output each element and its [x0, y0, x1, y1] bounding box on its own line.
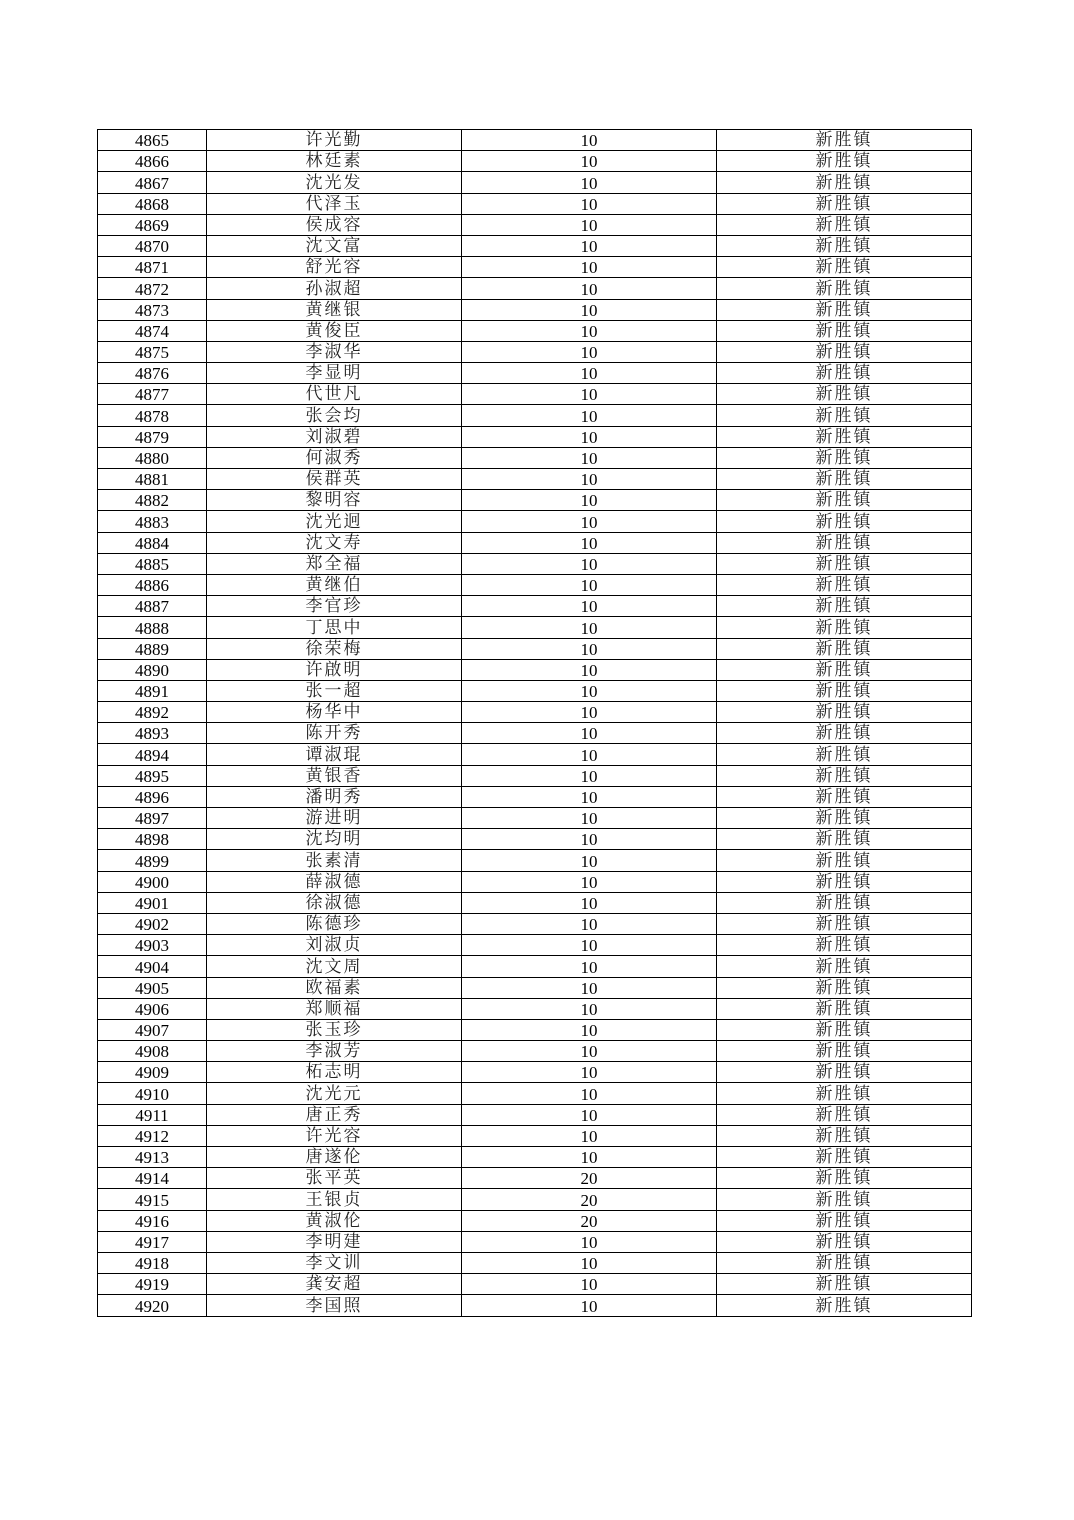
table-row [98, 1041, 972, 1062]
cell-id: 4916 [98, 1210, 207, 1231]
cell-town: 新胜镇 [717, 553, 972, 574]
cell-amount: 10 [462, 786, 717, 807]
cell-town: 新胜镇 [717, 702, 972, 723]
cell-amount: 10 [462, 130, 717, 151]
cell-town: 新胜镇 [717, 299, 972, 320]
table-row [98, 850, 972, 871]
table-row [98, 723, 972, 744]
cell-town: 新胜镇 [717, 1231, 972, 1252]
cell-amount: 10 [462, 659, 717, 680]
cell-amount: 10 [462, 765, 717, 786]
cell-amount: 10 [462, 977, 717, 998]
cell-name: 黄淑伦 [207, 1210, 462, 1231]
cell-id: 4899 [98, 850, 207, 871]
cell-name: 刘淑碧 [207, 426, 462, 447]
cell-amount: 20 [462, 1189, 717, 1210]
table-row [98, 193, 972, 214]
cell-amount: 10 [462, 1104, 717, 1125]
cell-amount: 10 [462, 617, 717, 638]
cell-town: 新胜镇 [717, 1019, 972, 1040]
cell-name: 潘明秀 [207, 786, 462, 807]
cell-town: 新胜镇 [717, 617, 972, 638]
cell-name: 徐荣梅 [207, 638, 462, 659]
table-row [98, 977, 972, 998]
cell-amount: 10 [462, 341, 717, 362]
cell-id: 4884 [98, 532, 207, 553]
cell-id: 4871 [98, 257, 207, 278]
cell-name: 李淑芳 [207, 1041, 462, 1062]
cell-id: 4879 [98, 426, 207, 447]
cell-town: 新胜镇 [717, 786, 972, 807]
cell-id: 4876 [98, 363, 207, 384]
cell-town: 新胜镇 [717, 638, 972, 659]
cell-name: 舒光容 [207, 257, 462, 278]
table-row [98, 341, 972, 362]
table-row [98, 744, 972, 765]
cell-name: 李显明 [207, 363, 462, 384]
cell-amount: 10 [462, 998, 717, 1019]
cell-name: 张素清 [207, 850, 462, 871]
cell-name: 黄银香 [207, 765, 462, 786]
table-row [98, 596, 972, 617]
cell-id: 4885 [98, 553, 207, 574]
cell-amount: 10 [462, 935, 717, 956]
cell-amount: 10 [462, 638, 717, 659]
cell-amount: 10 [462, 553, 717, 574]
cell-amount: 10 [462, 363, 717, 384]
cell-id: 4870 [98, 235, 207, 256]
table-row [98, 235, 972, 256]
cell-id: 4880 [98, 447, 207, 468]
table-row [98, 998, 972, 1019]
cell-town: 新胜镇 [717, 151, 972, 172]
cell-town: 新胜镇 [717, 1041, 972, 1062]
table-row [98, 384, 972, 405]
cell-id: 4895 [98, 765, 207, 786]
cell-amount: 10 [462, 1252, 717, 1273]
table-row [98, 1210, 972, 1231]
cell-town: 新胜镇 [717, 1252, 972, 1273]
cell-id: 4903 [98, 935, 207, 956]
cell-amount: 10 [462, 1083, 717, 1104]
cell-town: 新胜镇 [717, 405, 972, 426]
cell-id: 4904 [98, 956, 207, 977]
cell-name: 黄俊臣 [207, 320, 462, 341]
cell-town: 新胜镇 [717, 744, 972, 765]
table-row [98, 702, 972, 723]
table-row [98, 1083, 972, 1104]
cell-town: 新胜镇 [717, 214, 972, 235]
cell-town: 新胜镇 [717, 1062, 972, 1083]
table-row [98, 172, 972, 193]
cell-name: 代泽玉 [207, 193, 462, 214]
table-row [98, 1295, 972, 1316]
table-row [98, 1062, 972, 1083]
cell-id: 4878 [98, 405, 207, 426]
cell-id: 4917 [98, 1231, 207, 1252]
cell-town: 新胜镇 [717, 320, 972, 341]
cell-town: 新胜镇 [717, 235, 972, 256]
table-row [98, 151, 972, 172]
cell-amount: 10 [462, 257, 717, 278]
table-row [98, 1019, 972, 1040]
cell-id: 4914 [98, 1168, 207, 1189]
cell-name: 唐遂伦 [207, 1147, 462, 1168]
cell-id: 4889 [98, 638, 207, 659]
cell-amount: 20 [462, 1168, 717, 1189]
cell-town: 新胜镇 [717, 1295, 972, 1316]
cell-town: 新胜镇 [717, 871, 972, 892]
table-row [98, 935, 972, 956]
table-row [98, 257, 972, 278]
table-row [98, 765, 972, 786]
cell-name: 沈光发 [207, 172, 462, 193]
cell-name: 黄继伯 [207, 574, 462, 595]
cell-id: 4908 [98, 1041, 207, 1062]
cell-id: 4913 [98, 1147, 207, 1168]
cell-name: 李明建 [207, 1231, 462, 1252]
cell-name: 沈文寿 [207, 532, 462, 553]
cell-name: 林廷素 [207, 151, 462, 172]
cell-id: 4919 [98, 1274, 207, 1295]
cell-amount: 10 [462, 1019, 717, 1040]
cell-amount: 10 [462, 426, 717, 447]
cell-amount: 10 [462, 320, 717, 341]
cell-id: 4898 [98, 829, 207, 850]
cell-town: 新胜镇 [717, 341, 972, 362]
cell-name: 欧福素 [207, 977, 462, 998]
cell-town: 新胜镇 [717, 596, 972, 617]
cell-id: 4897 [98, 808, 207, 829]
cell-town: 新胜镇 [717, 829, 972, 850]
cell-town: 新胜镇 [717, 723, 972, 744]
table-row [98, 1104, 972, 1125]
cell-town: 新胜镇 [717, 490, 972, 511]
cell-id: 4865 [98, 130, 207, 151]
cell-id: 4887 [98, 596, 207, 617]
cell-name: 陈德珍 [207, 913, 462, 934]
cell-town: 新胜镇 [717, 1189, 972, 1210]
cell-amount: 10 [462, 235, 717, 256]
cell-town: 新胜镇 [717, 447, 972, 468]
table-row [98, 532, 972, 553]
cell-amount: 20 [462, 1210, 717, 1231]
cell-town: 新胜镇 [717, 1210, 972, 1231]
table-row [98, 447, 972, 468]
table-row [98, 892, 972, 913]
cell-amount: 10 [462, 151, 717, 172]
cell-id: 4888 [98, 617, 207, 638]
cell-name: 沈光迥 [207, 511, 462, 532]
cell-town: 新胜镇 [717, 574, 972, 595]
cell-name: 沈均明 [207, 829, 462, 850]
cell-name: 侯成容 [207, 214, 462, 235]
cell-amount: 10 [462, 744, 717, 765]
cell-town: 新胜镇 [717, 998, 972, 1019]
cell-amount: 10 [462, 299, 717, 320]
cell-town: 新胜镇 [717, 257, 972, 278]
cell-amount: 10 [462, 384, 717, 405]
cell-id: 4920 [98, 1295, 207, 1316]
cell-name: 李官珍 [207, 596, 462, 617]
cell-amount: 10 [462, 871, 717, 892]
cell-town: 新胜镇 [717, 384, 972, 405]
table-row [98, 278, 972, 299]
cell-name: 丁思中 [207, 617, 462, 638]
cell-town: 新胜镇 [717, 1125, 972, 1146]
cell-id: 4894 [98, 744, 207, 765]
table-row [98, 511, 972, 532]
roster-table-body [98, 130, 972, 1317]
cell-amount: 10 [462, 1147, 717, 1168]
cell-town: 新胜镇 [717, 765, 972, 786]
cell-amount: 10 [462, 469, 717, 490]
cell-name: 郑顺福 [207, 998, 462, 1019]
cell-town: 新胜镇 [717, 130, 972, 151]
cell-id: 4909 [98, 1062, 207, 1083]
table-row [98, 913, 972, 934]
cell-town: 新胜镇 [717, 850, 972, 871]
cell-name: 李淑华 [207, 341, 462, 362]
cell-id: 4877 [98, 384, 207, 405]
cell-name: 许光容 [207, 1125, 462, 1146]
cell-name: 沈光元 [207, 1083, 462, 1104]
cell-amount: 10 [462, 850, 717, 871]
table-row [98, 871, 972, 892]
cell-name: 谭淑琨 [207, 744, 462, 765]
table-row [98, 617, 972, 638]
cell-name: 郑全福 [207, 553, 462, 574]
cell-id: 4873 [98, 299, 207, 320]
cell-id: 4907 [98, 1019, 207, 1040]
cell-town: 新胜镇 [717, 977, 972, 998]
cell-name: 黄继银 [207, 299, 462, 320]
table-row [98, 574, 972, 595]
cell-town: 新胜镇 [717, 1147, 972, 1168]
cell-name: 唐正秀 [207, 1104, 462, 1125]
cell-id: 4890 [98, 659, 207, 680]
table-row [98, 1231, 972, 1252]
cell-town: 新胜镇 [717, 1104, 972, 1125]
cell-id: 4901 [98, 892, 207, 913]
cell-town: 新胜镇 [717, 193, 972, 214]
roster-table [97, 129, 972, 1317]
table-row [98, 786, 972, 807]
cell-name: 柘志明 [207, 1062, 462, 1083]
cell-name: 侯群英 [207, 469, 462, 490]
cell-amount: 10 [462, 1062, 717, 1083]
cell-town: 新胜镇 [717, 659, 972, 680]
table-row [98, 808, 972, 829]
cell-name: 许啟明 [207, 659, 462, 680]
table-row [98, 405, 972, 426]
cell-id: 4918 [98, 1252, 207, 1273]
cell-name: 李文训 [207, 1252, 462, 1273]
table-row [98, 553, 972, 574]
cell-id: 4900 [98, 871, 207, 892]
table-row [98, 426, 972, 447]
cell-name: 陈开秀 [207, 723, 462, 744]
cell-town: 新胜镇 [717, 278, 972, 299]
cell-amount: 10 [462, 723, 717, 744]
cell-name: 徐淑德 [207, 892, 462, 913]
cell-amount: 10 [462, 214, 717, 235]
cell-id: 4906 [98, 998, 207, 1019]
table-row [98, 214, 972, 235]
cell-amount: 10 [462, 1274, 717, 1295]
cell-id: 4911 [98, 1104, 207, 1125]
table-row [98, 638, 972, 659]
table-row [98, 363, 972, 384]
cell-id: 4912 [98, 1125, 207, 1146]
cell-amount: 10 [462, 447, 717, 468]
table-row [98, 1125, 972, 1146]
cell-town: 新胜镇 [717, 956, 972, 977]
cell-id: 4891 [98, 680, 207, 701]
cell-amount: 10 [462, 892, 717, 913]
cell-id: 4902 [98, 913, 207, 934]
cell-town: 新胜镇 [717, 913, 972, 934]
cell-amount: 10 [462, 511, 717, 532]
cell-town: 新胜镇 [717, 1274, 972, 1295]
cell-name: 李国照 [207, 1295, 462, 1316]
table-row [98, 490, 972, 511]
cell-name: 王银贞 [207, 1189, 462, 1210]
cell-amount: 10 [462, 808, 717, 829]
table-row [98, 659, 972, 680]
cell-amount: 10 [462, 172, 717, 193]
cell-amount: 10 [462, 490, 717, 511]
cell-name: 许光勤 [207, 130, 462, 151]
cell-id: 4882 [98, 490, 207, 511]
cell-town: 新胜镇 [717, 1083, 972, 1104]
cell-amount: 10 [462, 1041, 717, 1062]
table-row [98, 956, 972, 977]
cell-name: 何淑秀 [207, 447, 462, 468]
cell-id: 4869 [98, 214, 207, 235]
cell-town: 新胜镇 [717, 680, 972, 701]
cell-id: 4893 [98, 723, 207, 744]
table-row [98, 1168, 972, 1189]
cell-id: 4883 [98, 511, 207, 532]
cell-town: 新胜镇 [717, 511, 972, 532]
cell-id: 4896 [98, 786, 207, 807]
cell-name: 张会均 [207, 405, 462, 426]
cell-name: 杨华中 [207, 702, 462, 723]
cell-name: 孙淑超 [207, 278, 462, 299]
cell-id: 4867 [98, 172, 207, 193]
table-row [98, 1252, 972, 1273]
cell-town: 新胜镇 [717, 426, 972, 447]
cell-amount: 10 [462, 680, 717, 701]
cell-town: 新胜镇 [717, 172, 972, 193]
table-row [98, 130, 972, 151]
cell-town: 新胜镇 [717, 892, 972, 913]
cell-id: 4868 [98, 193, 207, 214]
cell-name: 张一超 [207, 680, 462, 701]
cell-id: 4892 [98, 702, 207, 723]
cell-id: 4872 [98, 278, 207, 299]
cell-amount: 10 [462, 913, 717, 934]
table-row [98, 1147, 972, 1168]
table-row [98, 1274, 972, 1295]
cell-name: 代世凡 [207, 384, 462, 405]
cell-town: 新胜镇 [717, 1168, 972, 1189]
cell-amount: 10 [462, 702, 717, 723]
cell-name: 沈文富 [207, 235, 462, 256]
table-row [98, 469, 972, 490]
cell-amount: 10 [462, 1295, 717, 1316]
table-row [98, 829, 972, 850]
cell-name: 游进明 [207, 808, 462, 829]
cell-town: 新胜镇 [717, 935, 972, 956]
cell-name: 刘淑贞 [207, 935, 462, 956]
table-row [98, 680, 972, 701]
cell-amount: 10 [462, 829, 717, 850]
cell-name: 龚安超 [207, 1274, 462, 1295]
cell-id: 4875 [98, 341, 207, 362]
cell-id: 4881 [98, 469, 207, 490]
cell-name: 张玉珍 [207, 1019, 462, 1040]
cell-amount: 10 [462, 596, 717, 617]
cell-name: 薛淑德 [207, 871, 462, 892]
cell-town: 新胜镇 [717, 532, 972, 553]
cell-name: 黎明容 [207, 490, 462, 511]
table-row [98, 299, 972, 320]
cell-amount: 10 [462, 193, 717, 214]
cell-id: 4874 [98, 320, 207, 341]
cell-id: 4905 [98, 977, 207, 998]
cell-name: 张平英 [207, 1168, 462, 1189]
cell-name: 沈文周 [207, 956, 462, 977]
cell-amount: 10 [462, 278, 717, 299]
cell-town: 新胜镇 [717, 469, 972, 490]
cell-amount: 10 [462, 405, 717, 426]
cell-amount: 10 [462, 956, 717, 977]
cell-amount: 10 [462, 1125, 717, 1146]
cell-id: 4915 [98, 1189, 207, 1210]
cell-id: 4886 [98, 574, 207, 595]
cell-id: 4866 [98, 151, 207, 172]
cell-amount: 10 [462, 1231, 717, 1252]
cell-town: 新胜镇 [717, 363, 972, 384]
table-row [98, 1189, 972, 1210]
cell-town: 新胜镇 [717, 808, 972, 829]
cell-amount: 10 [462, 532, 717, 553]
cell-id: 4910 [98, 1083, 207, 1104]
cell-amount: 10 [462, 574, 717, 595]
table-row [98, 320, 972, 341]
